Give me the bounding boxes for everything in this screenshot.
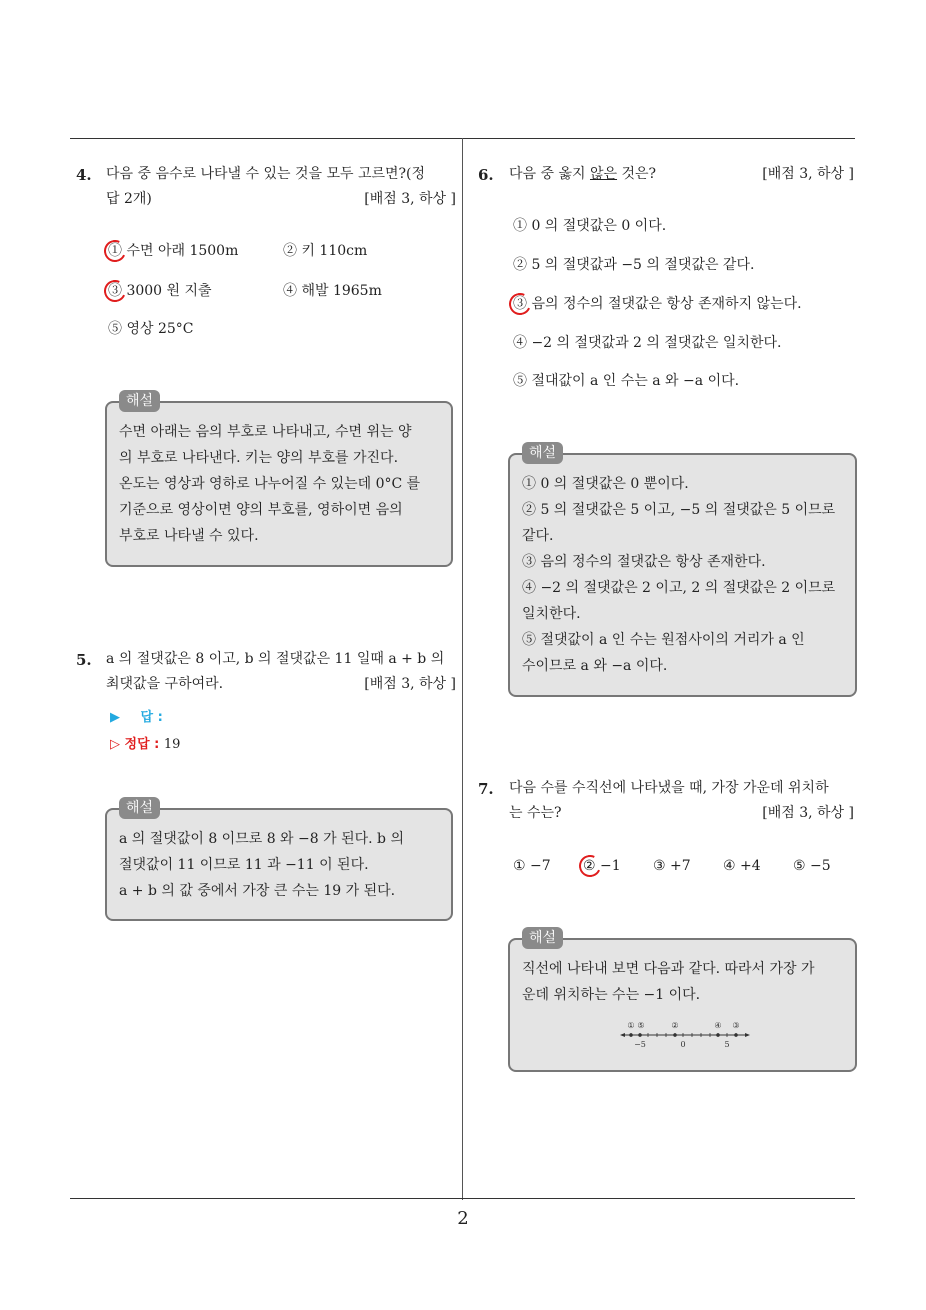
explanation-text: 수면 아래는 음의 부호로 나타내고, 수면 위는 양 의 부호로 나타낸다. 키는 양의 부호를 가진다. 온도는 영상과 영하로 나누어질 수 있는데 0°C 를 기준으로 영상이면 양의 부호를, 영하이면 음의 부호로 나타낼 수 있다. bbox=[119, 424, 421, 544]
score: [배점 3, 하상 ] bbox=[762, 166, 854, 182]
explanation-tag: 해설 bbox=[522, 442, 563, 464]
explanation-tag: 해설 bbox=[522, 927, 563, 949]
number-line bbox=[620, 1018, 750, 1048]
choice-2[interactable]: ② 키 110cm bbox=[283, 243, 368, 259]
choice-2[interactable]: ② 5 의 절댓값과 −5 의 절댓값은 같다. bbox=[513, 257, 755, 273]
choice-3[interactable]: ③ +7 bbox=[653, 858, 691, 874]
choice-1[interactable]: ① −7 bbox=[513, 858, 551, 874]
explanation-text: ① 0 의 절댓값은 0 뿐이다. ② 5 의 절댓값은 5 이고, −5 의 절댓값은 5 이므로 같다. ③ 음의 정수의 절댓값은 항상 존재한다. ④ −2 의 절댓값은 2 이고, 2 의 절댓값은 2 이므로 일치한다. ⑤ 절댓값이 a 인 수는 원점사이의 거리가 a 인 수이므로 a 와 −a 이다. bbox=[522, 476, 836, 674]
question-number: 4. bbox=[76, 166, 92, 184]
point-label: ① bbox=[627, 1021, 635, 1030]
question-number: 6. bbox=[478, 166, 494, 184]
arrow-left-icon bbox=[620, 1033, 625, 1037]
play-icon: ▶ bbox=[110, 710, 120, 725]
question-text: 다음 중 옳지 않은 것은? [배점 3, 하상 ] bbox=[509, 162, 854, 187]
tick-label: 5 bbox=[724, 1040, 730, 1048]
score: [배점 3, 하상 ] bbox=[762, 805, 854, 821]
column-divider bbox=[462, 138, 463, 1200]
tick-label: 0 bbox=[680, 1040, 686, 1048]
point-label: ② bbox=[671, 1021, 679, 1030]
explanation-tag: 해설 bbox=[119, 797, 160, 819]
page-number: 2 bbox=[457, 1208, 469, 1229]
explanation-text: 직선에 나타내 보면 다음과 같다. 따라서 가장 가 운데 위치하는 수는 −1 이다. bbox=[522, 961, 815, 1003]
choice-5[interactable]: ⑤ 절대값이 a 인 수는 a 와 −a 이다. bbox=[513, 373, 740, 389]
choice-3[interactable]: ③ 3000 원 지출 bbox=[108, 283, 212, 299]
choice-5[interactable]: ⑤ 영상 25°C bbox=[108, 321, 194, 337]
choice-3[interactable]: ③ 음의 정수의 절댓값은 항상 존재하지 않는다. bbox=[513, 296, 802, 312]
answer-row bbox=[110, 706, 163, 725]
score: [배점 3, 하상 ] bbox=[364, 191, 456, 207]
choice-1[interactable]: ① 0 의 절댓값은 0 이다. bbox=[513, 218, 667, 234]
tick-label: −5 bbox=[634, 1040, 646, 1048]
correct-answer-row bbox=[110, 733, 180, 752]
correct-value: 19 bbox=[163, 737, 181, 752]
explanation-text: a 의 절댓값이 8 이므로 8 와 −8 가 된다. b 의 절댓값이 11 이므로 11 과 −11 이 된다. a + b 의 값 중에서 가장 큰 수는 19 가 된다. bbox=[119, 831, 404, 899]
question-text: 다음 중 음수로 나타낼 수 있는 것을 모두 고르면?(정 답 2개) [배점 3, 하상 ] bbox=[106, 162, 456, 212]
question-text: 다음 수를 수직선에 나타냈을 때, 가장 가운데 위치하 는 수는? [배점 3, 하상 ] bbox=[509, 776, 854, 826]
explanation-tag: 해설 bbox=[119, 390, 160, 412]
explanation-box bbox=[105, 800, 453, 921]
arrow-right-icon bbox=[745, 1033, 750, 1037]
correct-label: 정답 : bbox=[124, 737, 160, 752]
point-label: ⑤ bbox=[637, 1021, 645, 1030]
bottom-rule bbox=[70, 1198, 855, 1199]
choice-4[interactable]: ④ 해발 1965m bbox=[283, 283, 382, 299]
choice-1[interactable]: ① 수면 아래 1500m bbox=[108, 243, 239, 259]
point-label: ③ bbox=[732, 1021, 740, 1030]
choice-4[interactable]: ④ +4 bbox=[723, 858, 761, 874]
point-label: ④ bbox=[714, 1021, 722, 1030]
answer-label: 답 : bbox=[140, 710, 163, 725]
score: [배점 3, 하상 ] bbox=[364, 676, 456, 692]
explanation-box bbox=[508, 930, 857, 1072]
question-number: 5. bbox=[76, 651, 92, 669]
question-text: a 의 절댓값은 8 이고, b 의 절댓값은 11 일때 a + b 의 최댓값을 구하여라. [배점 3, 하상 ] bbox=[106, 647, 456, 697]
explanation-box bbox=[105, 393, 453, 567]
choice-4[interactable]: ④ −2 의 절댓값과 2 의 절댓값은 일치한다. bbox=[513, 335, 782, 351]
explanation-box bbox=[508, 445, 857, 697]
choice-5[interactable]: ⑤ −5 bbox=[793, 858, 831, 874]
choice-2[interactable]: ② −1 bbox=[583, 858, 621, 874]
question-number: 7. bbox=[478, 780, 494, 798]
triangle-outline-icon: ▷ bbox=[110, 737, 120, 752]
